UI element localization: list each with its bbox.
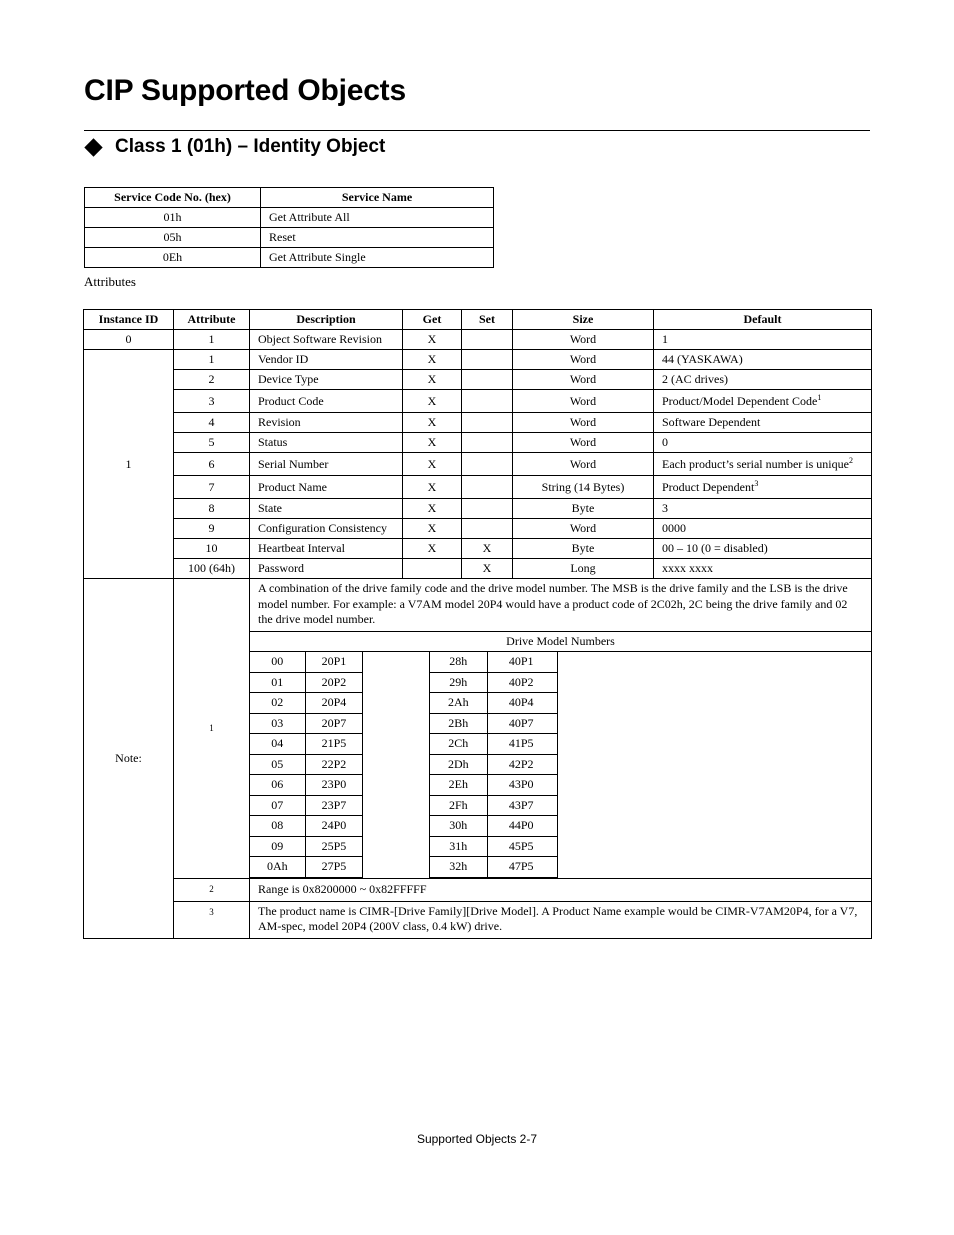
drive-code: 07 [250,795,305,816]
column-header: Size [513,310,654,330]
footnote-marker: 3 [174,901,250,938]
attribute-description [250,559,403,579]
table-row [84,413,872,433]
drive-model-row [250,754,871,775]
drive-model: 23P0 [305,775,362,796]
get-flag [403,390,462,413]
note-label: Note: [84,579,174,939]
column-gap [362,672,429,693]
attribute-description-text: Product Name [258,479,327,494]
column-gap-end [557,713,871,734]
attribute-number-text: 5 [208,435,215,449]
page-title: CIP Supported Objects [84,74,406,107]
attribute-default-text: 00 – 10 (0 = disabled) [662,541,768,555]
drive-model: 40P7 [487,713,557,734]
attribute-number [174,370,250,390]
column-gap [362,713,429,734]
drive-code: 0Ah [250,857,305,878]
column-gap-end [557,652,871,673]
footnote-2-text: Range is 0x8200000 ~ 0x82FFFFF [250,878,872,901]
drive-model: 47P5 [487,857,557,878]
attribute-size-text: Word [569,456,597,471]
drive-code: 02 [250,693,305,714]
drive-model: 23P7 [305,795,362,816]
attribute-description [250,350,403,370]
title-divider [84,130,870,131]
get-flag [403,519,462,539]
attribute-number [174,559,250,579]
attribute-size-text: String (14 Bytes) [541,479,625,494]
drive-model-row [250,857,871,878]
attribute-size-text: Word [569,435,597,449]
column-gap-end [557,775,871,796]
drive-model: 20P7 [305,713,362,734]
drive-model: 45P5 [487,836,557,857]
drive-model: 42P2 [487,754,557,775]
drive-model-row [250,795,871,816]
column-gap [362,857,429,878]
drive-model: 40P4 [487,693,557,714]
attribute-size [513,499,654,519]
attribute-description-text: Password [258,561,305,575]
column-gap [362,795,429,816]
attribute-number-text: 3 [208,393,215,408]
column-gap-end [557,836,871,857]
attribute-default [654,413,872,433]
attribute-default [654,539,872,559]
attribute-default-text: 2 (AC drives) [662,372,728,386]
attribute-number-text: 100 (64h) [188,561,235,575]
attribute-description [250,476,403,499]
attribute-size [513,453,654,476]
footnote-1-text: A combination of the drive family code and the drive model number. The MSB is the drive family and the LSB is the drive model number. For example: a V7AM model 20P4 would have a product code of 2C02h, 2C being the drive family and 02 the drive model number. [258,581,848,626]
set-flag [462,433,513,453]
get-flag-text: X [427,521,437,535]
section-heading [84,134,385,160]
attribute-number [174,350,250,370]
attribute-size [513,539,654,559]
drive-model: 44P0 [487,816,557,837]
column-header: Description [250,310,403,330]
drive-model: 20P1 [305,652,362,673]
drive-code: 2Dh [429,754,487,775]
attribute-default [654,350,872,370]
drive-code: 09 [250,836,305,857]
drive-model: 22P2 [305,754,362,775]
attribute-size [513,519,654,539]
column-gap [362,836,429,857]
table-row [84,519,872,539]
attribute-description-text: Heartbeat Interval [258,541,345,555]
footnote-reference: 3 [754,478,759,488]
drive-model-row [250,775,871,796]
attribute-description [250,499,403,519]
get-flag: X [403,330,462,350]
drive-code: 29h [429,672,487,693]
attribute-default [654,390,872,413]
table-row [84,350,872,370]
attribute-description [250,453,403,476]
column-gap-end [557,734,871,755]
attribute-number: 1 [174,330,250,350]
attribute-default [654,559,872,579]
table-row [85,208,494,228]
instance-id: 0 [84,330,174,350]
table-header-row [85,188,494,208]
drive-code: 08 [250,816,305,837]
table-row [84,539,872,559]
drive-model-row [250,713,871,734]
set-flag [462,476,513,499]
attribute-size-text: Word [569,521,597,535]
attribute-description-text: Vendor ID [258,352,309,366]
drive-model-title: Drive Model Numbers [250,631,871,652]
attribute-description-text: State [258,501,282,515]
attribute-default [654,476,872,499]
attribute-description-text: Revision [258,415,301,429]
attribute-default [654,519,872,539]
table-row [84,330,872,350]
column-gap-end [557,816,871,837]
get-flag [403,559,462,579]
footnote-reference: 2 [848,455,853,465]
attribute-size-text: Word [569,415,597,429]
attribute-number-text: 6 [208,456,215,471]
attribute-number [174,519,250,539]
attribute-default-text: xxxx xxxx [662,561,713,575]
attribute-size [513,433,654,453]
drive-code: 06 [250,775,305,796]
attribute-description [250,539,403,559]
footnote-marker: 2 [174,878,250,901]
set-flag [462,499,513,519]
column-gap-end [557,672,871,693]
attribute-size [513,413,654,433]
get-flag [403,413,462,433]
attribute-size [513,559,654,579]
attribute-default-text: 3 [662,501,668,515]
attribute-description [250,519,403,539]
column-gap [362,652,429,673]
attribute-default-text: 0000 [662,521,686,535]
drive-model-table [250,631,871,878]
attribute-size-text: Byte [571,501,595,515]
attribute-size [513,370,654,390]
drive-model-title-row [250,631,871,652]
drive-model: 20P2 [305,672,362,693]
attribute-number [174,433,250,453]
service-code: 0Eh [85,248,261,268]
set-flag [462,539,513,559]
table-header-row [84,310,872,330]
table-row [84,433,872,453]
attribute-size-text: Word [569,352,597,366]
attribute-description [250,370,403,390]
get-flag [403,476,462,499]
attribute-description [250,413,403,433]
attribute-number [174,453,250,476]
set-flag-text: X [482,541,492,555]
column-gap-end [557,754,871,775]
drive-code: 31h [429,836,487,857]
attribute-default: 1 [654,330,872,350]
set-flag [462,370,513,390]
attribute-size [513,350,654,370]
attribute-size-text: Word [569,393,597,408]
column-gap [362,734,429,755]
note-row [84,579,872,879]
set-flag [462,390,513,413]
attribute-default-text: 44 (YASKAWA) [662,352,743,366]
attributes-table [83,309,872,939]
service-name: Reset [261,228,494,248]
get-flag-text: X [427,501,437,515]
section-heading-text: Class 1 (01h) – Identity Object [115,136,386,157]
drive-model: 20P4 [305,693,362,714]
attribute-number-text: 7 [208,479,215,494]
table-row [85,248,494,268]
attribute-description [250,390,403,413]
attribute-default-text: Product/Model Dependent Code [662,393,818,408]
drive-code: 00 [250,652,305,673]
set-flag [462,453,513,476]
get-flag-text: X [427,393,437,408]
footnote-1-content [250,579,872,879]
drive-code: 04 [250,734,305,755]
page-footer: Supported Objects 2-7 [416,1132,538,1146]
service-code: 05h [85,228,261,248]
drive-model: 27P5 [305,857,362,878]
drive-code: 2Eh [429,775,487,796]
get-flag-text: X [427,352,437,366]
attribute-number [174,499,250,519]
column-header: Service Code No. (hex) [85,188,261,208]
column-header: Set [462,310,513,330]
get-flag [403,499,462,519]
drive-model: 21P5 [305,734,362,755]
column-gap [362,775,429,796]
get-flag-text: X [427,435,437,449]
drive-model-row [250,652,871,673]
drive-code: 2Ah [429,693,487,714]
attribute-default-text: Product Dependent [662,479,755,494]
attribute-size [513,390,654,413]
attribute-default [654,499,872,519]
table-row [84,476,872,499]
drive-model: 40P2 [487,672,557,693]
column-header: Attribute [174,310,250,330]
set-flag [462,519,513,539]
drive-model: 43P0 [487,775,557,796]
attribute-number-text: 1 [208,352,215,366]
drive-code: 2Fh [429,795,487,816]
drive-code: 05 [250,754,305,775]
drive-code: 2Ch [429,734,487,755]
attribute-number-text: 9 [208,521,215,535]
attribute-size [513,476,654,499]
attribute-number [174,390,250,413]
set-flag [462,350,513,370]
attribute-size-text: Word [569,372,597,386]
column-gap [362,816,429,837]
attribute-size: Word [513,330,654,350]
note-row [84,878,872,901]
drive-code: 03 [250,713,305,734]
service-name: Get Attribute Single [261,248,494,268]
drive-model-row [250,836,871,857]
get-flag [403,433,462,453]
footnote-reference: 1 [817,392,822,402]
get-flag [403,350,462,370]
table-row [85,228,494,248]
attribute-number-text: 8 [208,501,215,515]
attribute-description-text: Product Code [258,393,324,408]
column-gap [362,754,429,775]
drive-model: 43P7 [487,795,557,816]
table-row [84,499,872,519]
get-flag-text: X [427,372,437,386]
attribute-description: Object Software Revision [250,330,403,350]
attribute-description-text: Serial Number [258,456,329,471]
note-row [84,901,872,938]
drive-model-row [250,693,871,714]
attribute-description-text: Status [258,435,288,449]
attribute-number-text: 4 [208,415,215,429]
diamond-bullet-icon [84,138,102,156]
drive-model: 40P1 [487,652,557,673]
attribute-number-text: 10 [205,541,218,555]
column-header: Default [654,310,872,330]
get-flag-text: X [427,541,437,555]
drive-code: 28h [429,652,487,673]
footnote-3-text: The product name is CIMR-[Drive Family][Drive Model]. A Product Name example would be CIMR-V7AM20P4, for a V7, AM-spec, model 20P4 (200V class, 0.4 kW) drive. [250,901,872,938]
service-code-table [84,187,494,268]
drive-model: 41P5 [487,734,557,755]
attribute-number-text: 2 [208,372,215,386]
column-header: Instance ID [84,310,174,330]
column-header: Get [403,310,462,330]
attribute-description [250,433,403,453]
column-gap [362,693,429,714]
set-flag-text: X [482,561,492,575]
get-flag-text: X [427,479,437,494]
set-flag [462,413,513,433]
attribute-default-text: 0 [662,435,668,449]
service-code: 01h [85,208,261,228]
attribute-number [174,539,250,559]
table-row [84,390,872,413]
drive-model-row [250,734,871,755]
attribute-number [174,476,250,499]
attribute-default-text: Each product’s serial number is unique [662,456,849,471]
attribute-default [654,433,872,453]
get-flag [403,539,462,559]
table-row [84,370,872,390]
table-row [84,453,872,476]
drive-model-row [250,816,871,837]
set-flag [462,559,513,579]
attribute-default [654,453,872,476]
attribute-description-text: Configuration Consistency [258,521,387,535]
attributes-label: Attributes [84,274,136,289]
table-row [84,559,872,579]
get-flag-text: X [427,456,437,471]
attribute-size-text: Byte [571,541,595,555]
get-flag [403,370,462,390]
column-gap-end [557,857,871,878]
drive-code: 2Bh [429,713,487,734]
column-header: Service Name [261,188,494,208]
service-name: Get Attribute All [261,208,494,228]
attribute-default [654,370,872,390]
set-flag [462,330,513,350]
column-gap-end [557,795,871,816]
drive-code: 01 [250,672,305,693]
drive-model: 25P5 [305,836,362,857]
drive-model-row [250,672,871,693]
drive-code: 32h [429,857,487,878]
attribute-size-text: Long [570,561,596,575]
footnote-marker: 1 [174,579,250,879]
drive-code: 30h [429,816,487,837]
attribute-number [174,413,250,433]
column-gap-end [557,693,871,714]
instance-id: 1 [84,350,174,579]
attribute-default-text: Software Dependent [662,415,761,429]
attribute-description-text: Device Type [258,372,319,386]
get-flag-text: X [427,415,437,429]
drive-model: 24P0 [305,816,362,837]
get-flag [403,453,462,476]
